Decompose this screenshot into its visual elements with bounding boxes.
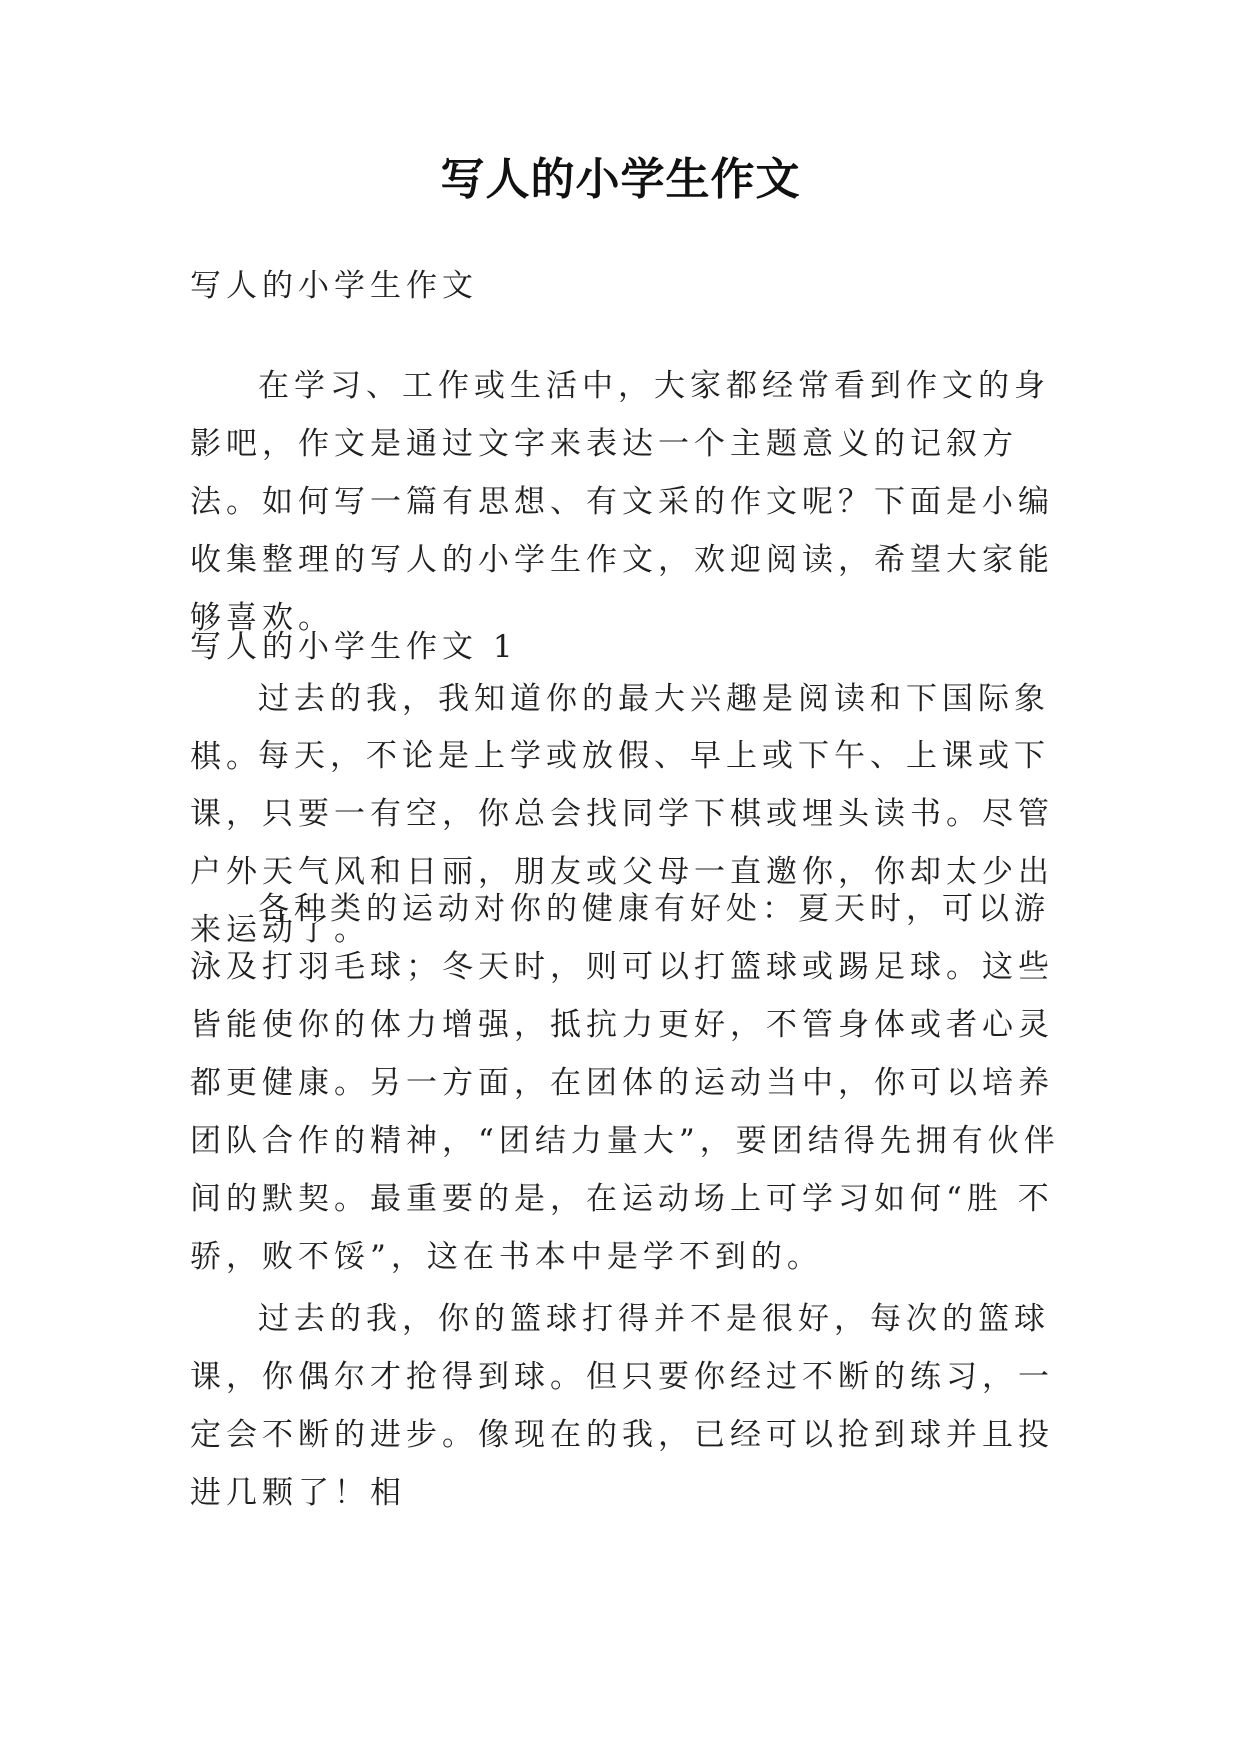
body-paragraph-3: 各种类的运动对你的健康有好处：夏天时，可以游泳及打羽毛球；冬天时，则可以打篮球或踢足球。这些皆能使你的体力增强，抵抗力更好，不管身体或者心灵都更健康。另一方面，在团体的运动当中，你可以培养团队合作的精神，“团结力量大”，要团结得先拥有伙伴间的默契。最重要的是，在运动场上可学习如何“胜 不骄，败不馁”，这在书本中是学不到的。 bbox=[190, 891, 1060, 1275]
body-paragraph-1: 过去的我，我知道你的最大兴趣是阅读和下国际象棋。 bbox=[190, 681, 1050, 775]
document-title: 写人的小学生作文 bbox=[440, 154, 801, 205]
intro-paragraph: 在学习、工作或生活中，大家都经常看到作文的身影吧，作文是通过文字来表达一个主题意义的记叙方法。如何写一篇有思想、有文采的作文呢？下面是小编收集整理的写人的小学生作文，欢迎阅读，希望大家能够喜欢。 bbox=[190, 368, 1054, 636]
document-subtitle: 写人的小学生作文 bbox=[190, 268, 478, 304]
body-paragraph-2: 每天，不论是上学或放假、早上或下午、上课或下课，只要一有空，你总会找同学下棋或埋头读书。尽管户外天气风和日丽，朋友或父母一直邀你，你却太少出来运动了。 bbox=[190, 738, 1054, 948]
body-paragraph-4: 过去的我，你的篮球打得并不是很好，每次的篮球课，你偶尔才抢得到球。但只要你经过不断的练习，一定会不断的进步。像现在的我，已经可以抢到球并且投进几颗了！相 bbox=[190, 1301, 1054, 1511]
section-heading: 写人的小学生作文 1 bbox=[190, 629, 518, 665]
